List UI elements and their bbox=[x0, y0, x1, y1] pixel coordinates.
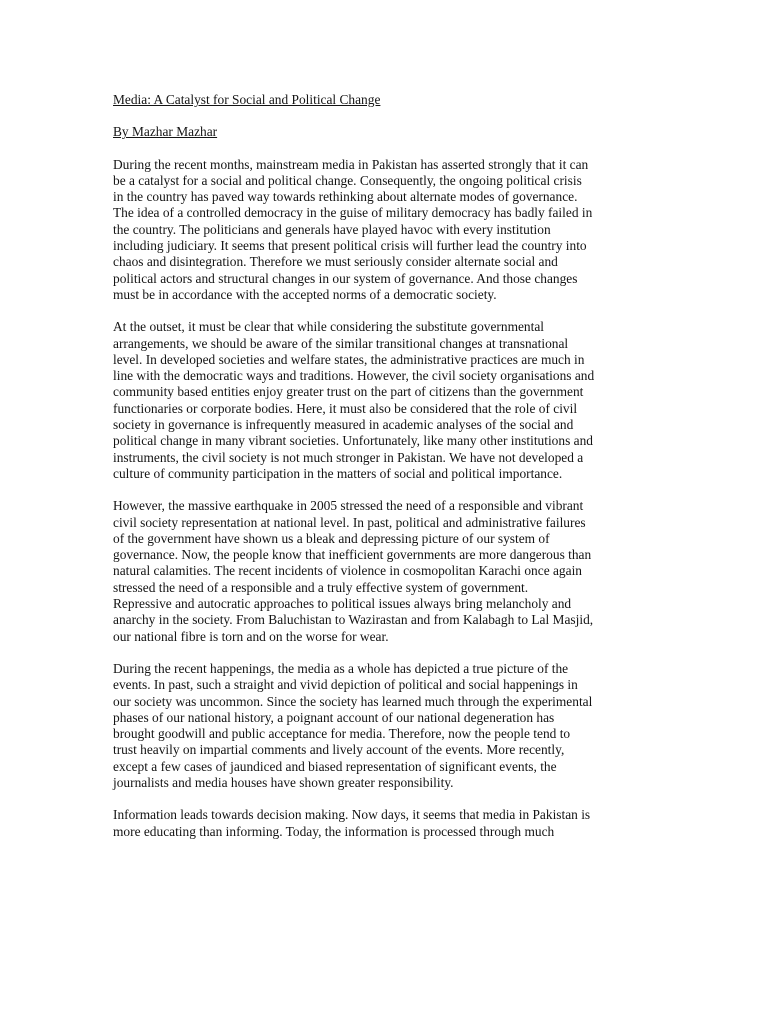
text-line: society in governance is infrequently measured in academic analyses of the social and bbox=[113, 417, 574, 433]
text-line: However, the massive earthquake in 2005 stressed the need of a responsible and vibrant bbox=[113, 498, 584, 514]
text-line: functionaries or corporate bodies. Here, it must also be considered that the role of civil bbox=[113, 400, 578, 416]
text-line: must be in accordance with the accepted norms of a democratic society. bbox=[113, 286, 497, 302]
author-byline: By Mazhar Mazhar bbox=[113, 124, 218, 140]
text-line: Repressive and autocratic approaches to political issues always bring melancholy and bbox=[113, 596, 572, 612]
text-line: political actors and structural changes in our system of governance. And those changes bbox=[113, 270, 578, 286]
text-line: events. In past, such a straight and vivid depiction of political and social happenings in bbox=[113, 677, 578, 693]
paragraph bbox=[113, 319, 661, 482]
text-line: journalists and media houses have shown greater responsibility. bbox=[113, 774, 454, 790]
text-line: our national fibre is torn and on the worse for wear. bbox=[113, 628, 389, 644]
text-line: chaos and disintegration. Therefore we must seriously consider alternate social and bbox=[113, 254, 558, 270]
text-line: During the recent months, mainstream media in Pakistan has asserted strongly that it can bbox=[113, 156, 589, 172]
document-page bbox=[113, 92, 661, 840]
text-line: anarchy in the society. From Baluchistan to Wazirastan and from Kalabagh to Lal Masjid, bbox=[113, 612, 594, 628]
text-line: During the recent happenings, the media as a whole has depicted a true picture of the bbox=[113, 660, 569, 676]
paragraph bbox=[113, 661, 661, 791]
text-line: in the country has paved way towards rethinking about alternate modes of governance. bbox=[113, 189, 578, 205]
text-line: of the government have shown us a bleak and depressing picture of our system of bbox=[113, 530, 550, 546]
text-line: line with the democratic ways and traditions. However, the civil society organisations and bbox=[113, 368, 595, 384]
text-line: trust heavily on impartial comments and lively account of the events. More recently, bbox=[113, 742, 565, 758]
text-line: At the outset, it must be clear that while considering the substitute governmental bbox=[113, 319, 545, 335]
text-line: governance. Now, the people know that inefficient governments are more dangerous than bbox=[113, 547, 592, 563]
paragraph bbox=[113, 157, 661, 304]
text-line: the country. The politicians and generals have played havoc with every institution bbox=[113, 221, 551, 237]
text-line: including judiciary. It seems that present political crisis will further lead the country into bbox=[113, 238, 587, 254]
text-line: be a catalyst for a social and political change. Consequently, the ongoing political crisis bbox=[113, 172, 582, 188]
text-line: natural calamities. The recent incidents of violence in cosmopolitan Karachi once again bbox=[113, 563, 582, 579]
text-line: more educating than informing. Today, the information is processed through much bbox=[113, 823, 555, 839]
text-line: stressed the need of a responsible and a truly effective system of government. bbox=[113, 579, 529, 595]
text-line: level. In developed societies and welfare states, the administrative practices are much in bbox=[113, 351, 585, 367]
text-line: instruments, the civil society is not much stronger in Pakistan. We have not developed a bbox=[113, 449, 584, 465]
text-line: civil society representation at national level. In past, political and administrative failures bbox=[113, 514, 586, 530]
paragraph bbox=[113, 807, 661, 840]
paragraph bbox=[113, 498, 661, 645]
body-text bbox=[113, 157, 661, 840]
text-line: community based entities enjoy greater trust on the part of citizens than the government bbox=[113, 384, 584, 400]
text-line: Information leads towards decision making. Now days, it seems that media in Pakistan is bbox=[113, 807, 591, 823]
text-line: our society was uncommon. Since the society has learned much through the experimental bbox=[113, 693, 593, 709]
document-title: Media: A Catalyst for Social and Political Change bbox=[113, 92, 381, 107]
text-line: phases of our national history, a poignant account of our national degeneration has bbox=[113, 709, 555, 725]
text-line: culture of community participation in the matters of social and political importance. bbox=[113, 465, 563, 481]
text-line: brought goodwill and public acceptance for media. Therefore, now the people tend to bbox=[113, 726, 571, 742]
text-line: The idea of a controlled democracy in the guise of military democracy has badly failed in bbox=[113, 205, 593, 221]
text-line: except a few cases of jaundiced and biased representation of significant events, the bbox=[113, 758, 557, 774]
text-line: arrangements, we should be aware of the similar transitional changes at transnational bbox=[113, 335, 569, 351]
text-line: political change in many vibrant societies. Unfortunately, like many other institutions and bbox=[113, 433, 593, 449]
